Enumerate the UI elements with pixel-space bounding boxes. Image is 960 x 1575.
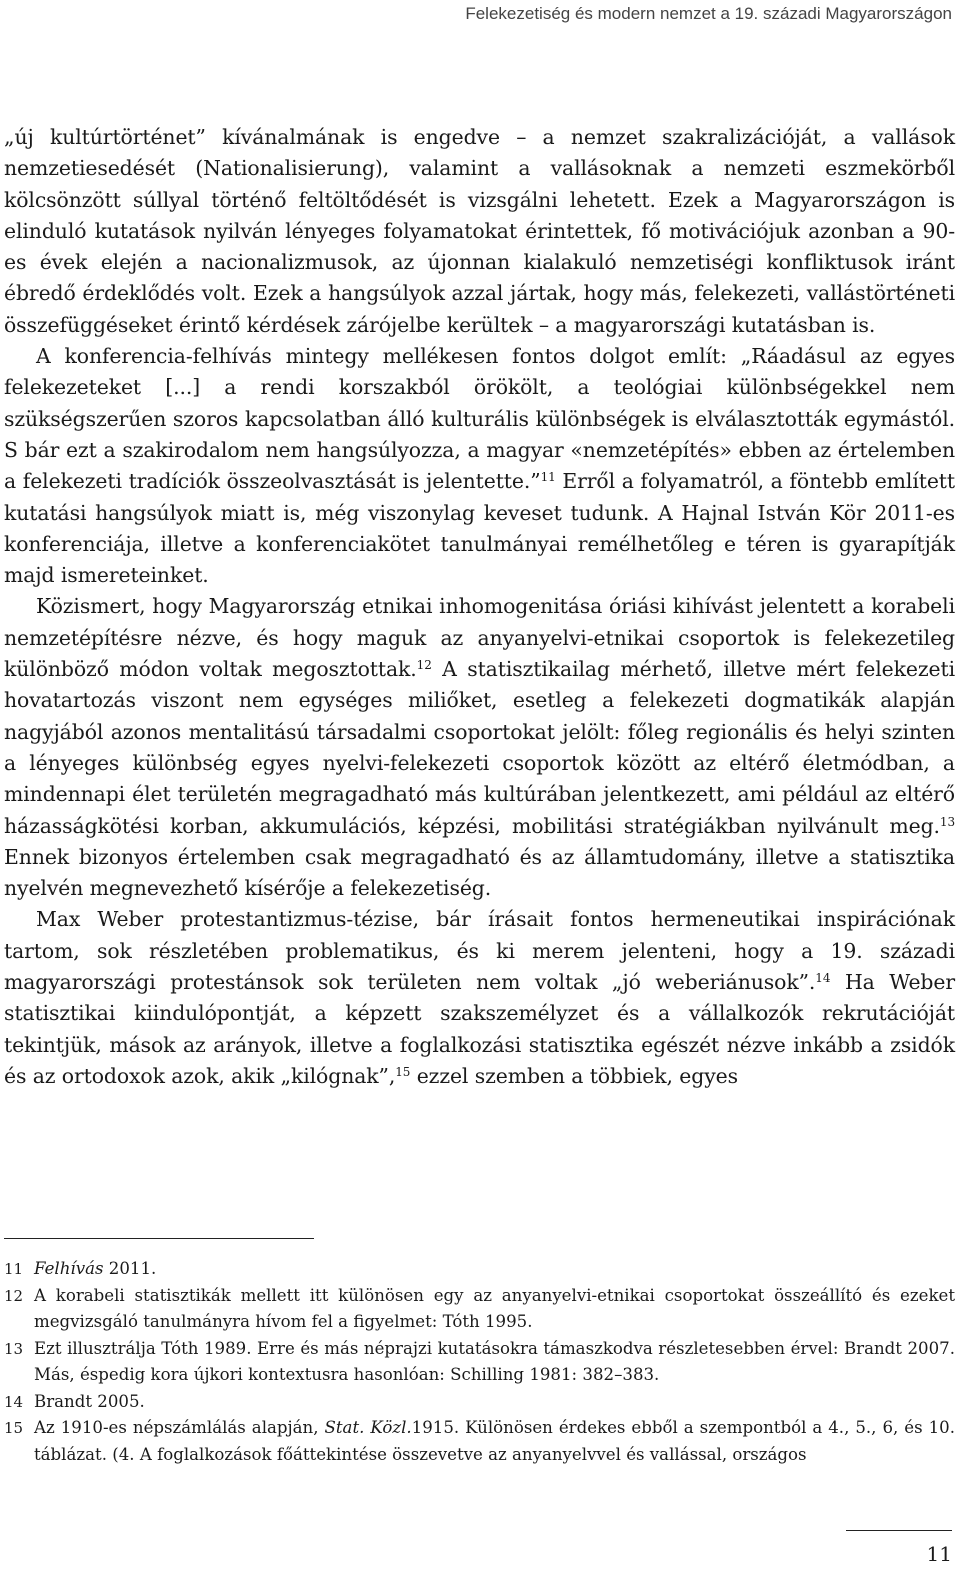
text-run: Erről a folyamatról, a föntebb említett kutatási hangsúlyok miatt is, még viszonylag keveset tudunk. A Hajnal István Kör 2011-es konferenciája, illetve a konferenciakötet tanulmányai remélhetőleg e téren is gyarapítják majd ismereteinket. <box>4 469 955 588</box>
text-run: A konferencia-felhívás mintegy mellékesen fontos dolgot említ: „Ráadásul az egyes felekezeteket [...] a rendi korszakból örökölt, a teológiai különbségekkel nem szükségszerűen szoros kapcsolatban álló kulturális különbségek is elválasztották egymástól. S bár ezt a szakirodalom nem hangsúlyozza, a magyar «nemzetépítés» ebben az értelemben a felekezeti tradíciók összeolvasztását is jelentette.” <box>4 344 955 494</box>
text-run: Az 1910-es népszámlálás alapján, <box>34 1418 325 1437</box>
footnote-reference: 15 <box>395 1064 411 1079</box>
footnote-reference: 11 <box>540 470 556 485</box>
text-run: 2011. <box>103 1259 157 1278</box>
page-number: 11 <box>926 1542 952 1566</box>
text-run: 1915. Különösen érdekes ebből a szempontból a 4., 5., 6, és 10. táblázat. (4. A foglalkozások főáttekintése összevetve az anyanyelvvel és vallással, országos <box>34 1418 955 1464</box>
footnote-number: 14 <box>4 1392 24 1411</box>
footnote <box>4 1336 955 1389</box>
footnote <box>4 1415 955 1468</box>
footnote-text <box>34 1256 955 1283</box>
text-run: Max Weber protestantizmus-tézise, bár írásait fontos hermeneutikai inspirációnak tartom, sok részletében problematikus, és ki merem jelenteni, hogy a 19. századi magyarországi protestánsok sok területen nem voltak „jó weberiánusok”. <box>4 907 955 995</box>
footnote <box>4 1256 955 1283</box>
body-text <box>4 122 955 1092</box>
running-header: Felekezetiség és modern nemzet a 19. századi Magyarországon <box>465 4 952 23</box>
page-number-rule <box>846 1530 952 1531</box>
footnote-number: 13 <box>4 1339 24 1358</box>
text-run: A korabeli statisztikák mellett itt különösen egy az anyanyelvi-etnikai csoportokat összeállító és ezeket megvizsgáló tanulmányra hívom fel a figyelmet: Tóth 1995. <box>34 1285 955 1331</box>
footnote <box>4 1389 955 1416</box>
italic-text: Felhívás <box>34 1259 104 1278</box>
footnote-number: 11 <box>4 1260 24 1278</box>
italic-text: Stat. Közl. <box>324 1418 412 1437</box>
paragraph <box>4 122 955 341</box>
footnote-text <box>34 1415 955 1468</box>
paragraph <box>4 591 955 904</box>
text-run: Közismert, hogy Magyarország etnikai inhomogenitása óriási kihívást jelentett a korabeli nemzetépítésre nézve, és hogy maguk az anyanyelvi-etnikai csoportok is felekezetileg különböző módon voltak megosztottak. <box>4 594 955 682</box>
text-run: ezzel szemben a többiek, egyes <box>410 1063 738 1088</box>
footnote-text <box>34 1283 955 1336</box>
text-run: Ezt illusztrálja Tóth 1989. Erre és más néprajzi kutatásokra támaszkodva részletesebben érvel: Brandt 2007. Más, éspedig kora újkori kontextusra hasonlóan: Schilling 1981: 382–383. <box>34 1338 955 1384</box>
paragraph <box>4 904 955 1092</box>
footnote-reference: 12 <box>416 658 432 673</box>
footnote-number: 12 <box>4 1286 24 1305</box>
text-run: „új kultúrtörténet” kívánalmának is engedve – a nemzet szakralizációját, a vallások nemzetiesedését (Nationalisierung), valamint a vallásoknak a nemzeti eszmekörből kölcsönzött súllyal történő feltöltődését is vizsgálni lehetett. Ezek a Magyarországon is elinduló kutatások nyilván lényeges folyamatokat érintettek, fő motivációjuk azonban a 90-es évek elején a nacionalizmusok, az újonnan kialakuló nemzetiségi konfliktusok iránt ébredő érdeklődés volt. Ezek a hangsúlyok azzal jártak, hogy más, felekezeti, vallástörténeti összefüggéseket érintő kérdések zárójelbe kerültek – a magyarországi kutatásban is. <box>4 125 955 337</box>
text-run: A statisztikailag mérhető, illetve mért felekezeti hovatartozás viszont nem egységes miliőket, esetleg a felekezeti dogmatikák alapján nagyjából azonos mentalitású társadalmi csoportokat jelölt: főleg regionális és helyi szinten a lényeges különbség egyes nyelvi-felekezeti csoportok között az eltérő életmódban, a mindennapi élet területén megragadható más kultúrában jelentkezett, ami például az eltérő házasságkötési korban, akkumulációs, képzési, mobilitási stratégiákban nyilvánult meg. <box>4 657 955 838</box>
paragraph <box>4 341 955 591</box>
text-run: Brandt 2005. <box>34 1391 145 1411</box>
footnotes <box>4 1256 955 1468</box>
footnote-text <box>34 1336 955 1389</box>
footnote <box>4 1283 955 1336</box>
text-run: Ha Weber statisztikai kiindulópontját, a képzett szakszemélyzet és a vállalkozók rekrutációját tekintjük, mások az arányok, illetve a foglalkozási statisztika egészét nézve inkább a zsidók és az ortodoxok azok, akik „kilógnak”, <box>4 970 955 1088</box>
footnote-reference: 14 <box>815 971 831 986</box>
text-run: Ennek bizonyos értelemben csak megragadható és az államtudomány, illetve a statisztika nyelvén megnevezhető kísérője a felekezetiség. <box>4 844 955 901</box>
footnote-reference: 13 <box>939 814 955 829</box>
footnote-number: 15 <box>4 1419 24 1437</box>
footnote-text <box>34 1389 955 1416</box>
footnote-divider <box>4 1238 314 1239</box>
